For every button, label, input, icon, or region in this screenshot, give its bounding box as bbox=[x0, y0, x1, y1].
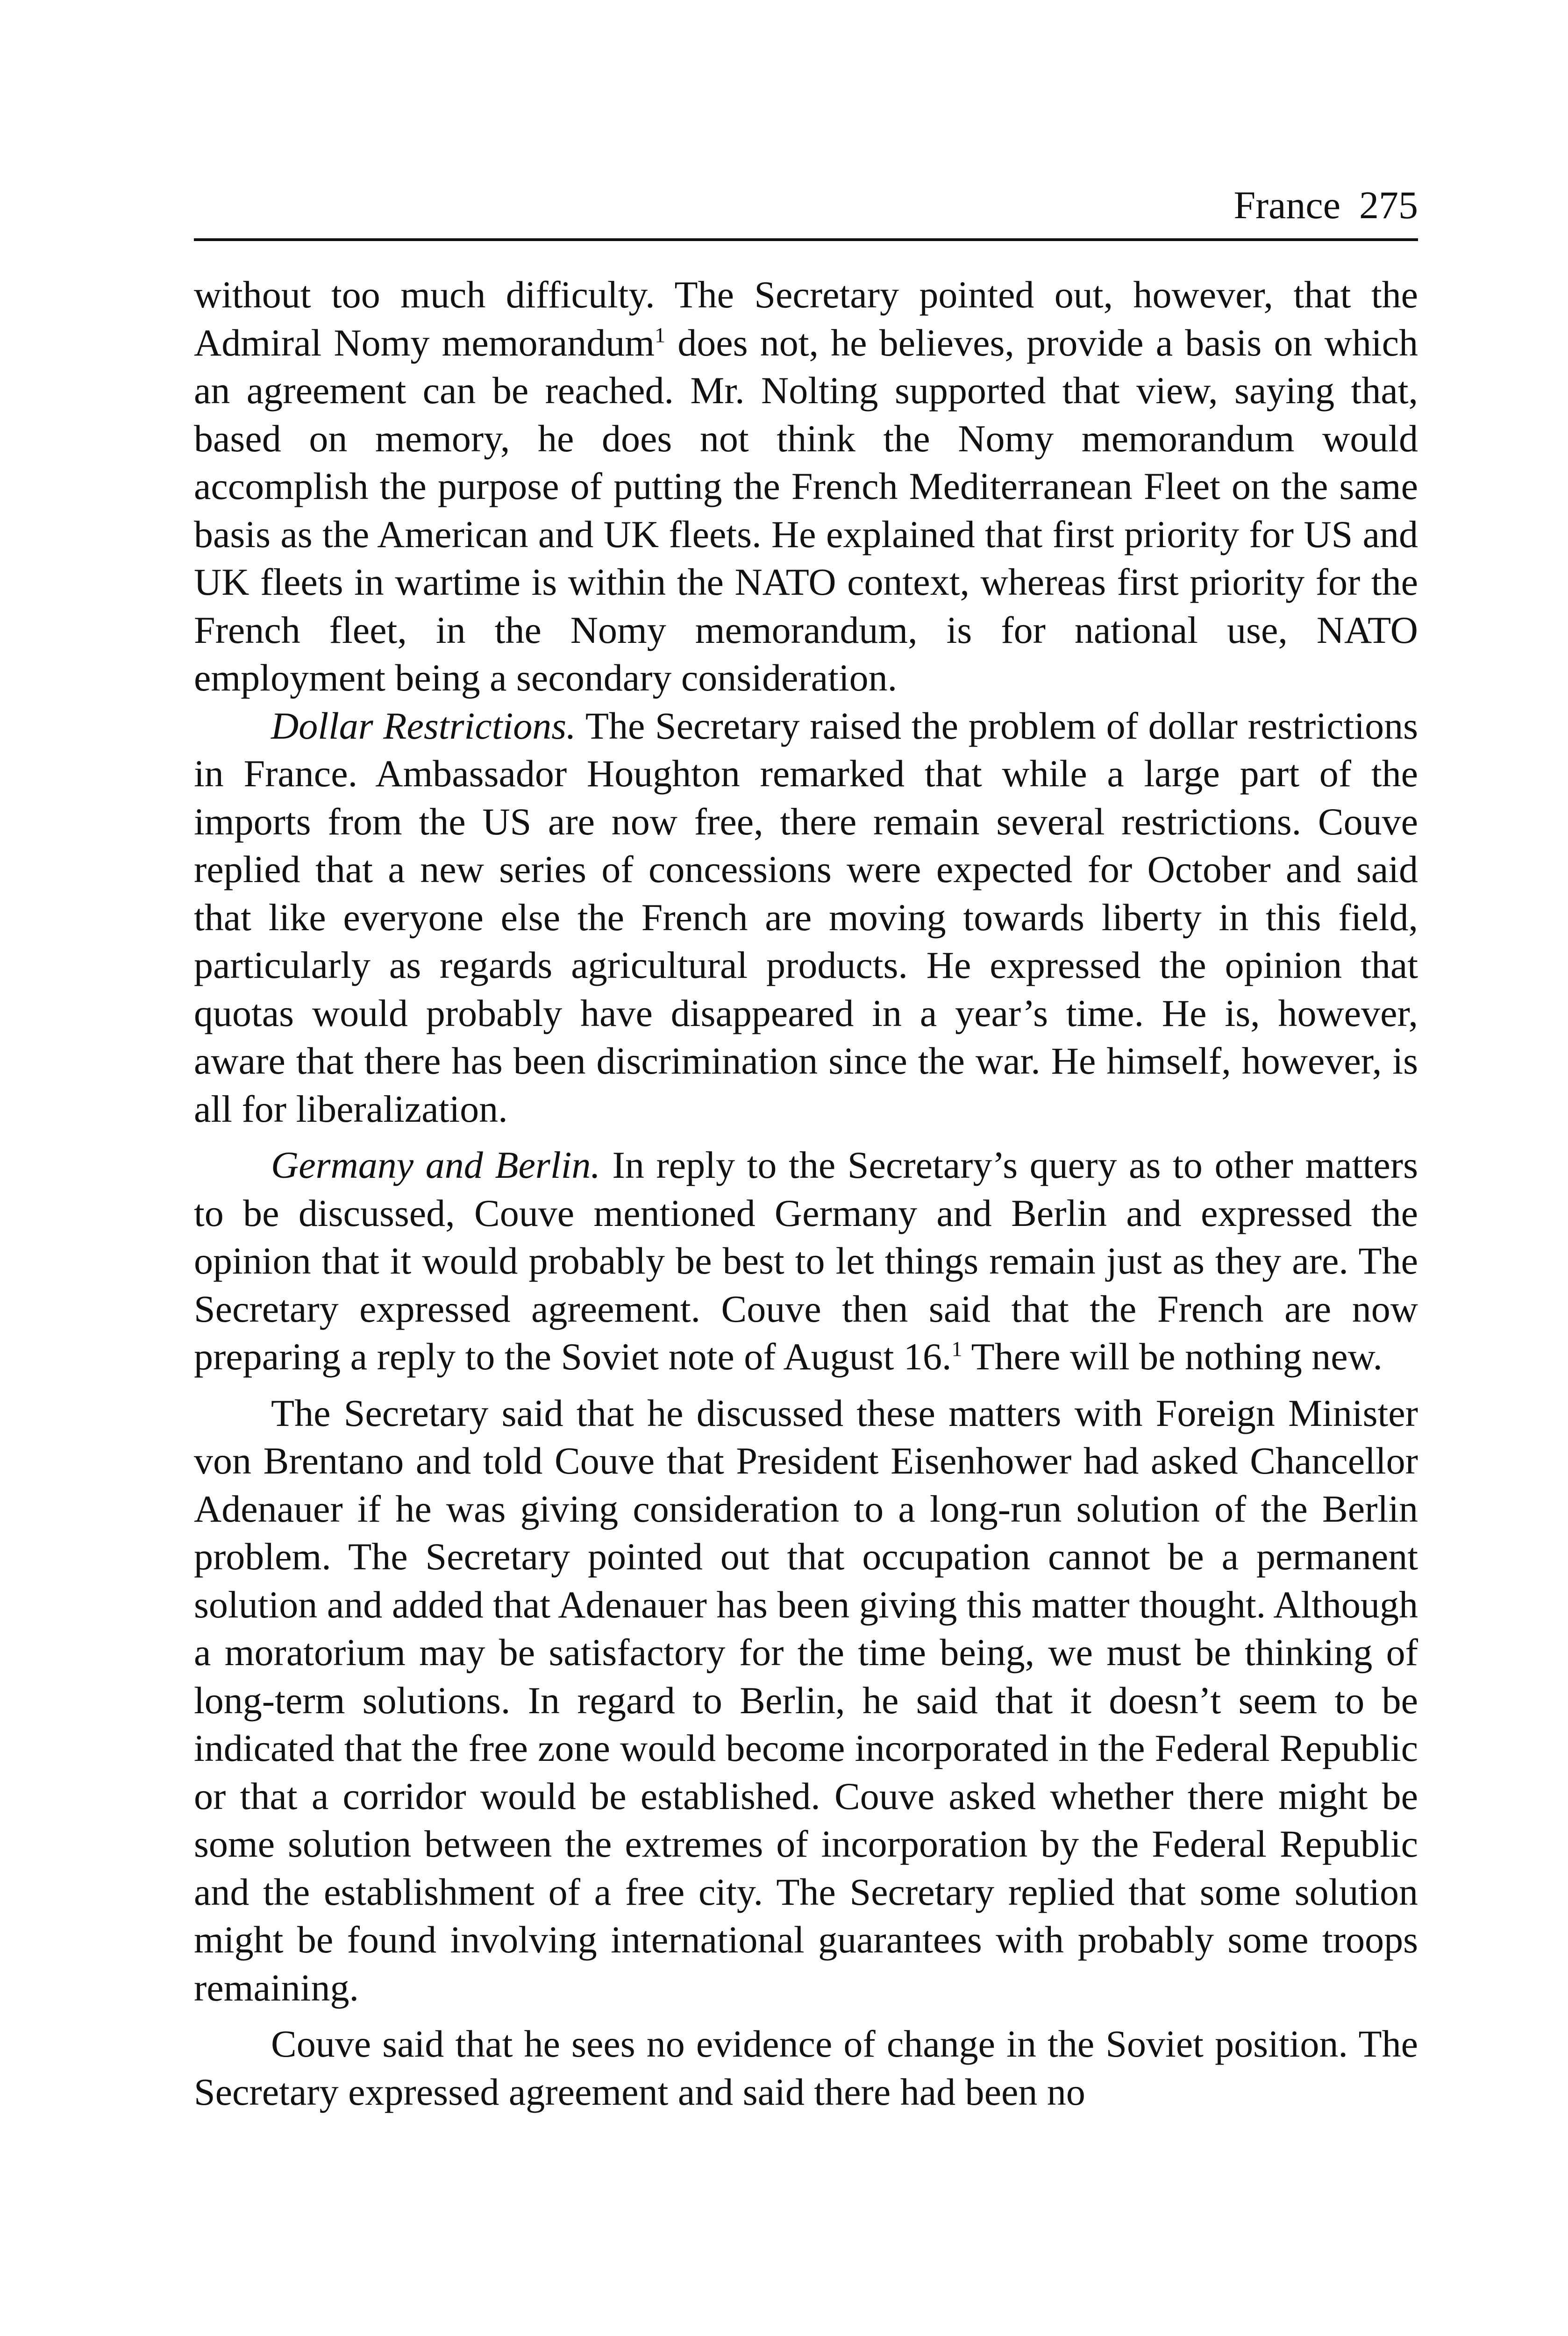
paragraph-3-text-a: In reply to the Secretary’s query as to other matters to be discussed, Couve mentioned Germany and Berlin and expressed the opinion that it would probably be best to let things remain just as they are. The Secretary expressed agreement. Couve then said that the French are now preparing a reply to the Soviet note of August 16. bbox=[194, 1144, 1418, 1378]
footnote-reference: 1 bbox=[951, 1337, 962, 1361]
page-number: 275 bbox=[1359, 184, 1418, 227]
paragraph-4: The Secretary said that he discussed these matters with Foreign Minister von Brentano and told Couve that President Eisenhower had asked Chancellor Adenauer if he was giving consideration to a long-run solution of the Berlin problem. The Secretary pointed out that occupation cannot be a permanent solution and added that Adenauer has been giving this matter thought. Although a moratorium may be satisfactory for the time being, we must be thinking of long-term solutions. In regard to Berlin, he said that it doesn’t seem to be indicated that the free zone would become incorporated in the Federal Republic or that a corridor would be established. Couve asked whether there might be some solution between the extremes of incorporation by the Federal Republic and the establishment of a free city. The Secretary replied that some solution might be found involving international guarantees with probably some troops remaining. bbox=[194, 1391, 1418, 2009]
paragraph-1-text-a: without too much difficulty. The Secretary pointed out, however, that the Admiral Nomy memorandum bbox=[194, 273, 1418, 364]
header-rule bbox=[194, 238, 1418, 241]
footnote-reference: 1 bbox=[655, 323, 666, 347]
body-text bbox=[194, 271, 1418, 2116]
header-section-title: France bbox=[1233, 184, 1340, 227]
paragraph-2-text: The Secretary raised the problem of dollar restrictions in France. Ambassador Houghton remarked that while a large part of the imports from the US are now free, there remain several restrictions. Couve replied that a new series of concessions were expected for October and said that like everyone else the French are moving towards liberty in this field, particularly as regards agricultural products. He expressed the opinion that quotas would probably have disappeared in a year’s time. He is, however, aware that there has been discrimination since the war. He himself, however, is all for liberalization. bbox=[194, 704, 1418, 1130]
section-heading-germany-berlin: Germany and Berlin. bbox=[271, 1144, 600, 1186]
paragraph-1 bbox=[194, 271, 1418, 702]
paragraph-5: Couve said that he sees no evidence of change in the Soviet position. The Secretary expressed agreement and said there had been no bbox=[194, 2023, 1418, 2113]
section-heading-dollar-restrictions: Dollar Restrictions. bbox=[271, 704, 576, 747]
paragraph-3-text-b: There will be nothing new. bbox=[962, 1335, 1383, 1378]
paragraph-germany-berlin bbox=[194, 1141, 1418, 1381]
running-header bbox=[194, 173, 1418, 238]
paragraph-1-text-b: does not, he believes, provide a basis on which an agreement can be reached. Mr. Nolting supported that view, saying that, based on memory, he does not think the Nomy memorandum would accomplish the purpose of putting the French Mediterranean Fleet on the same basis as the American and UK fleets. He explained that first priority for US and UK fleets in wartime is within the NATO context, whereas first priority for the French fleet, in the Nomy memorandum, is for national use, NATO employment being a secondary consideration. bbox=[194, 321, 1418, 699]
paragraph-dollar-restrictions bbox=[194, 702, 1418, 1133]
